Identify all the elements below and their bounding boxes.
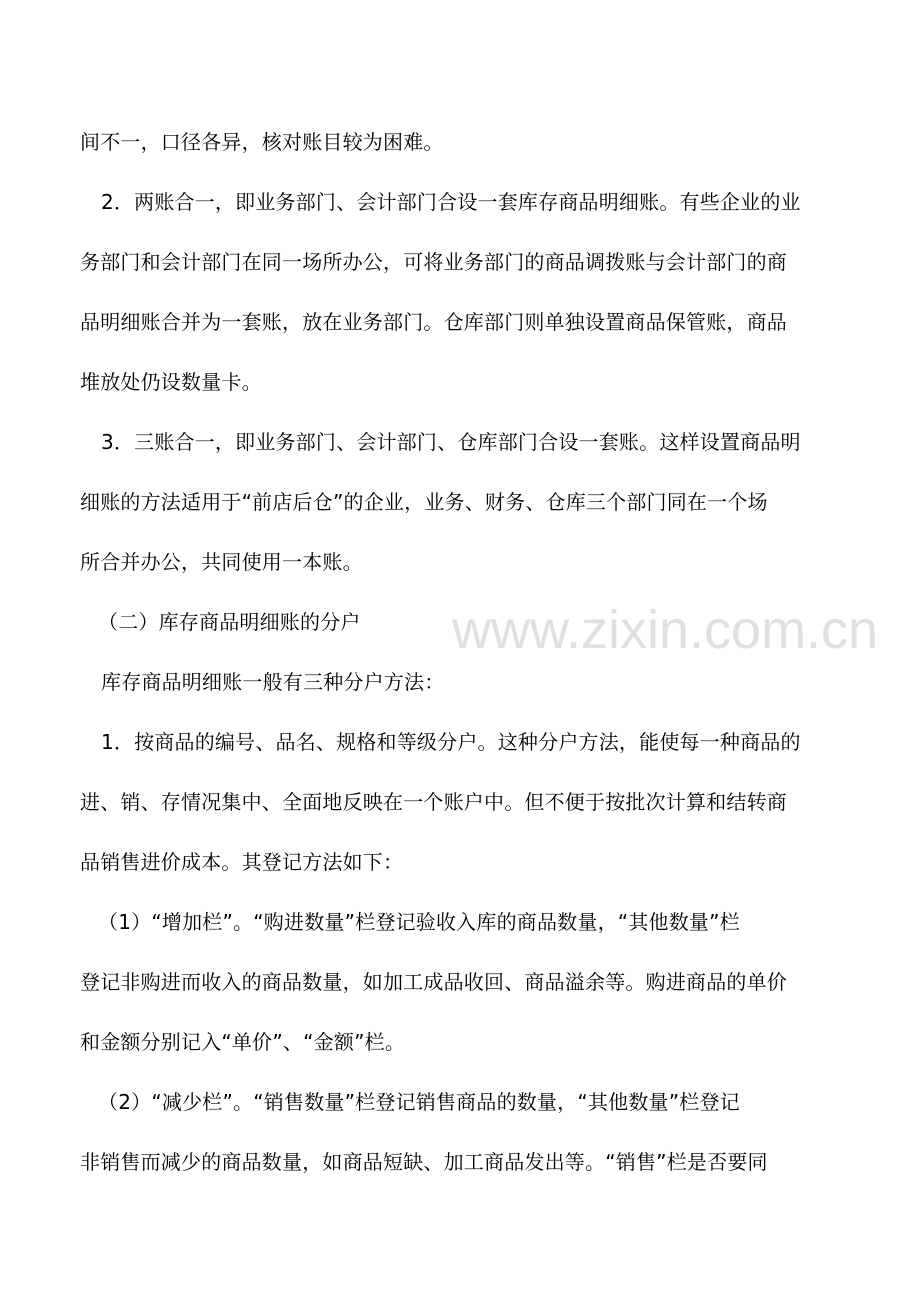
text-line: 非销售而减少的商品数量，如商品短缺、加工商品发出等。“销售”栏是否要同 xyxy=(80,1150,768,1174)
watermark: www.zixin.com.cn xyxy=(452,600,879,660)
text-line: 和金额分别记入“单价”、“金额”栏。 xyxy=(80,1030,406,1054)
text-line: 所合并办公，共同使用一本账。 xyxy=(80,550,363,574)
text-line: 3．三账合一，即业务部门、会计部门、仓库部门合设一套账。这样设置商品明 xyxy=(101,430,801,454)
section-heading: （二）库存商品明细账的分户 xyxy=(98,610,361,634)
text-line: 库存商品明细账一般有三种分户方法： xyxy=(101,670,445,694)
text-line: 进、销、存情况集中、全面地反映在一个账户中。但不便于按批次计算和结转商 xyxy=(80,790,787,814)
text-line: 细账的方法适用于“前店后仓”的企业，业务、财务、仓库三个部门同在一个场 xyxy=(80,490,768,514)
text-line: 2．两账合一，即业务部门、会计部门合设一套库存商品明细账。有些企业的业 xyxy=(101,190,801,214)
text-line: 品销售进价成本。其登记方法如下： xyxy=(80,850,404,874)
text-line: 堆放处仍设数量卡。 xyxy=(80,370,262,394)
text-line: 间不一，口径各异，核对账目较为困难。 xyxy=(80,130,444,154)
text-line: 1．按商品的编号、品名、规格和等级分户。这种分户方法，能使每一种商品的 xyxy=(101,730,801,754)
text-line: （1）“增加栏”。“购进数量”栏登记验收入库的商品数量，“其他数量”栏 xyxy=(98,910,740,934)
text-line: 务部门和会计部门在同一场所办公，可将业务部门的商品调拨账与会计部门的商 xyxy=(80,250,787,274)
text-line: （2）“减少栏”。“销售数量”栏登记销售商品的数量，“其他数量”栏登记 xyxy=(98,1090,740,1114)
text-line: 品明细账合并为一套账，放在业务部门。仓库部门则单独设置商品保管账，商品 xyxy=(80,310,787,334)
text-line: 登记非购进而收入的商品数量，如加工成品收回、商品溢余等。购进商品的单价 xyxy=(80,970,787,994)
